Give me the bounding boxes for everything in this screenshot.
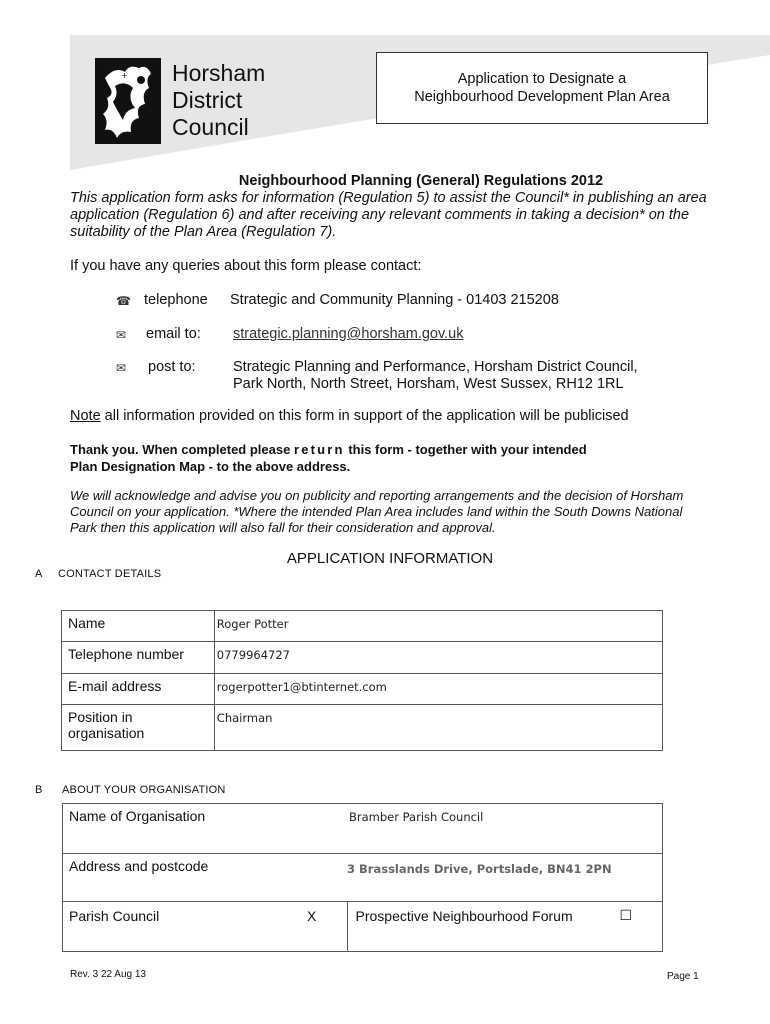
thanks-paragraph xyxy=(70,441,710,475)
section-a-letter: A xyxy=(35,568,43,580)
regulations-title: Neighbourhood Planning (General) Regulations 2012 xyxy=(238,173,604,189)
address-label: Address and postcode xyxy=(63,854,348,902)
forum-checkbox[interactable]: ☐ xyxy=(619,907,633,923)
council-name-line-2: District xyxy=(172,87,243,113)
table-row xyxy=(62,705,663,751)
post-address-line-1: Strategic Planning and Performance, Horsham District Council, xyxy=(233,359,638,375)
post-address xyxy=(233,359,638,393)
name-field[interactable]: Roger Potter xyxy=(214,611,662,642)
position-field[interactable]: Chairman xyxy=(214,705,662,751)
intro-text: This application form asks for information (Regulation 5) to assist the Council* in publishing an area application (Regulation 6) and after receiving any relevant comments in taking a decision* on the suitability of the Plan Area (Regulation 7). xyxy=(70,190,707,240)
email-icon: ✉ xyxy=(116,328,127,342)
table-row xyxy=(62,611,663,642)
svg-text:+: + xyxy=(121,71,128,80)
email-address-label: E-mail address xyxy=(62,674,215,705)
post-address-line-2: Park North, North Street, Horsham, West Sussex, RH12 1RL xyxy=(233,376,624,392)
form-title-line-2: Neighbourhood Development Plan Area xyxy=(414,89,670,105)
thanks-part-2: this form - together with your intended xyxy=(344,442,587,457)
council-name-line-3: Council xyxy=(172,114,249,140)
horsham-logo-icon xyxy=(95,58,161,144)
name-label: Name xyxy=(62,611,215,642)
telephone-number-field[interactable]: 0779964727 xyxy=(214,642,662,674)
post-icon: ✉ xyxy=(116,361,127,375)
parish-council-label: Parish Council xyxy=(69,908,160,924)
council-name-line-1: Horsham xyxy=(172,60,266,86)
note-paragraph xyxy=(70,408,629,424)
table-row xyxy=(62,642,663,674)
table-row xyxy=(63,854,663,902)
contact-details-table xyxy=(61,610,663,751)
email-link[interactable]: strategic.planning@horsham.gov.uk xyxy=(233,326,464,342)
form-title-line-1: Application to Designate a xyxy=(457,71,627,87)
form-title-box xyxy=(376,52,708,124)
application-info-title: APPLICATION INFORMATION xyxy=(286,550,494,567)
post-label: post to: xyxy=(148,359,196,375)
revision-text: Rev. 3 22 Aug 13 xyxy=(70,969,146,980)
telephone-value: Strategic and Community Planning - 01403 215208 xyxy=(230,292,559,308)
organisation-table xyxy=(62,803,663,952)
address-field[interactable]: 3 Brasslands Drive, Portslade, BN41 2PN xyxy=(347,854,662,902)
position-label: Position in organisation xyxy=(62,705,215,751)
thanks-part-1: Thank you. When completed please xyxy=(70,442,294,457)
telephone-number-label: Telephone number xyxy=(62,642,215,674)
telephone-icon: ☎ xyxy=(116,294,131,308)
page-number: Page 1 xyxy=(667,971,699,982)
section-b-title: ABOUT YOUR ORGANISATION xyxy=(62,784,226,796)
query-text: If you have any queries about this form please contact: xyxy=(70,258,422,274)
note-text: all information provided on this form in support of the application will be publicised xyxy=(100,408,629,424)
telephone-label: telephone xyxy=(144,292,208,308)
organisation-name-field[interactable]: Bramber Parish Council xyxy=(347,804,662,854)
table-row xyxy=(63,804,663,854)
parish-council-mark[interactable]: X xyxy=(307,908,317,924)
forum-cell xyxy=(347,902,662,952)
forum-label: Prospective Neighbourhood Forum xyxy=(355,908,573,924)
thanks-return-word: return xyxy=(293,442,345,457)
table-row xyxy=(62,674,663,705)
section-b-letter: B xyxy=(35,784,43,796)
email-label: email to: xyxy=(146,326,201,342)
note-label: Note xyxy=(70,408,101,424)
organisation-name-label: Name of Organisation xyxy=(63,804,348,854)
email-address-field[interactable]: rogerpotter1@btinternet.com xyxy=(214,674,662,705)
section-a-title: CONTACT DETAILS xyxy=(58,568,162,580)
thanks-line-2: Plan Designation Map - to the above address. xyxy=(70,459,351,474)
parish-council-cell xyxy=(63,902,348,952)
council-name xyxy=(172,60,265,141)
table-row xyxy=(63,902,663,952)
acknowledgement-text: We will acknowledge and advise you on publicity and reporting arrangements and the decision of Horsham Council on your application. *Where the intended Plan Area includes land within the South Downs National Park then this application will also fall for their consideration and approval. xyxy=(70,488,684,535)
